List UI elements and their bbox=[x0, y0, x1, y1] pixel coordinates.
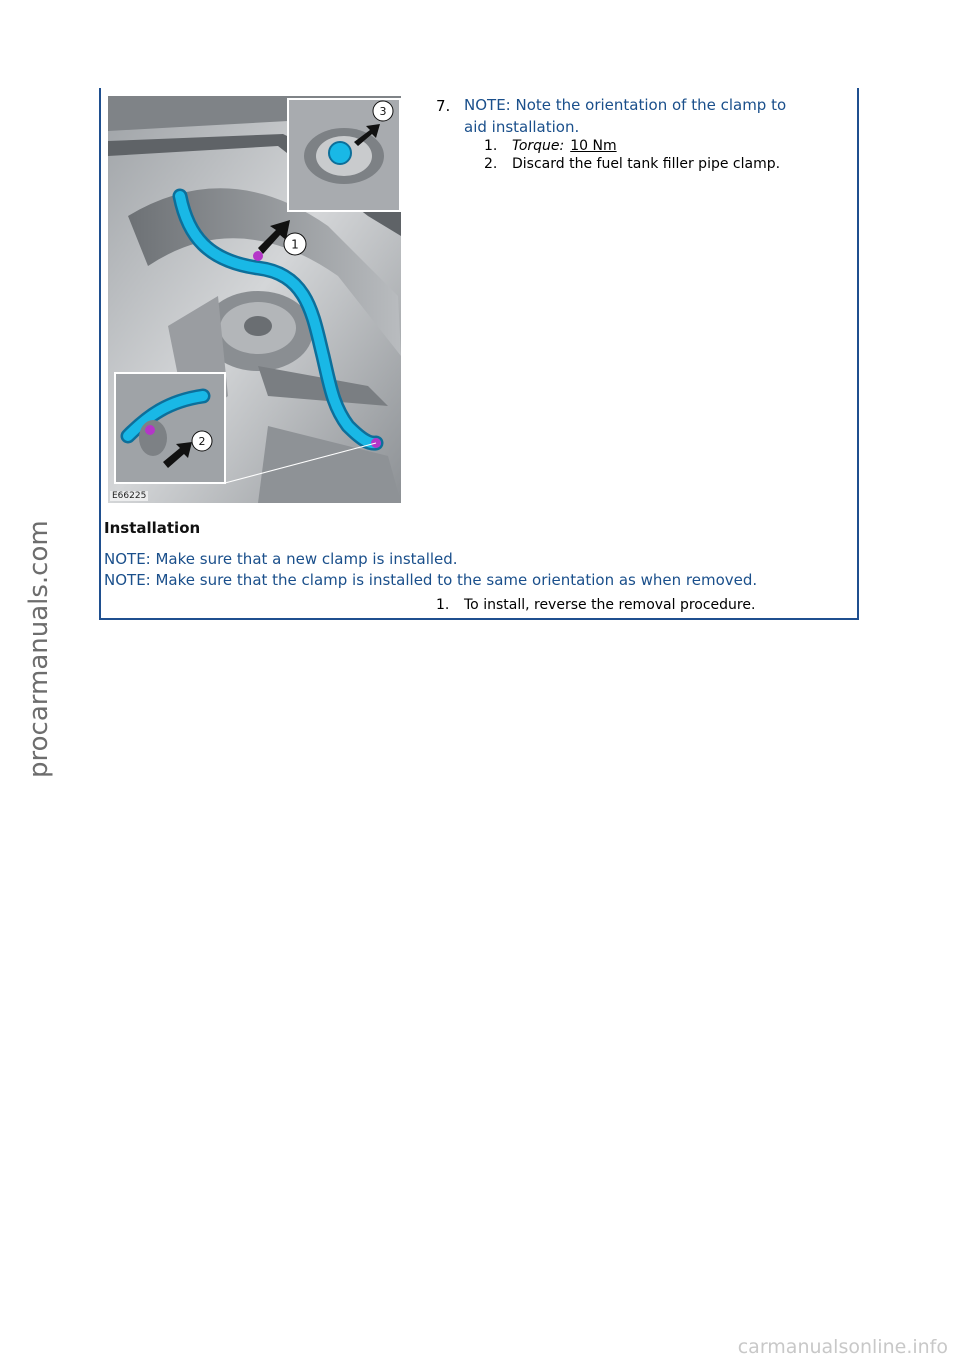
bottom-watermark: carmanualsonline.info bbox=[737, 1336, 948, 1358]
step-7-number: 7. bbox=[436, 97, 451, 115]
callout-1-label: 1 bbox=[291, 237, 299, 252]
step-7-note-line1: NOTE: Note the orientation of the clamp to bbox=[464, 96, 787, 114]
step-7-note-line2: aid installation. bbox=[464, 118, 580, 136]
substep-2-number: 2. bbox=[484, 156, 498, 172]
fuel-filler-pipe-illustration bbox=[108, 96, 401, 503]
figure-id: E66225 bbox=[112, 491, 147, 501]
torque-value: 10 Nm bbox=[570, 138, 617, 154]
side-watermark: procarmanuals.com bbox=[24, 520, 54, 778]
installation-heading: Installation bbox=[104, 519, 201, 537]
torque-spec bbox=[512, 138, 617, 154]
installation-note-1: NOTE: Make sure that a new clamp is installed. bbox=[104, 550, 458, 568]
callout-3-label: 3 bbox=[379, 105, 387, 118]
callout-2-label: 2 bbox=[198, 435, 206, 448]
procedure-illustration bbox=[108, 96, 401, 503]
installation-note-2: NOTE: Make sure that the clamp is installed to the same orientation as when removed. bbox=[104, 571, 758, 589]
substep-1-number: 1. bbox=[484, 138, 498, 154]
substep-2-text: Discard the fuel tank filler pipe clamp. bbox=[512, 156, 781, 172]
torque-label: Torque: bbox=[512, 138, 565, 154]
install-step-1-text: To install, reverse the removal procedure. bbox=[464, 597, 756, 613]
install-step-1-number: 1. bbox=[436, 597, 450, 613]
